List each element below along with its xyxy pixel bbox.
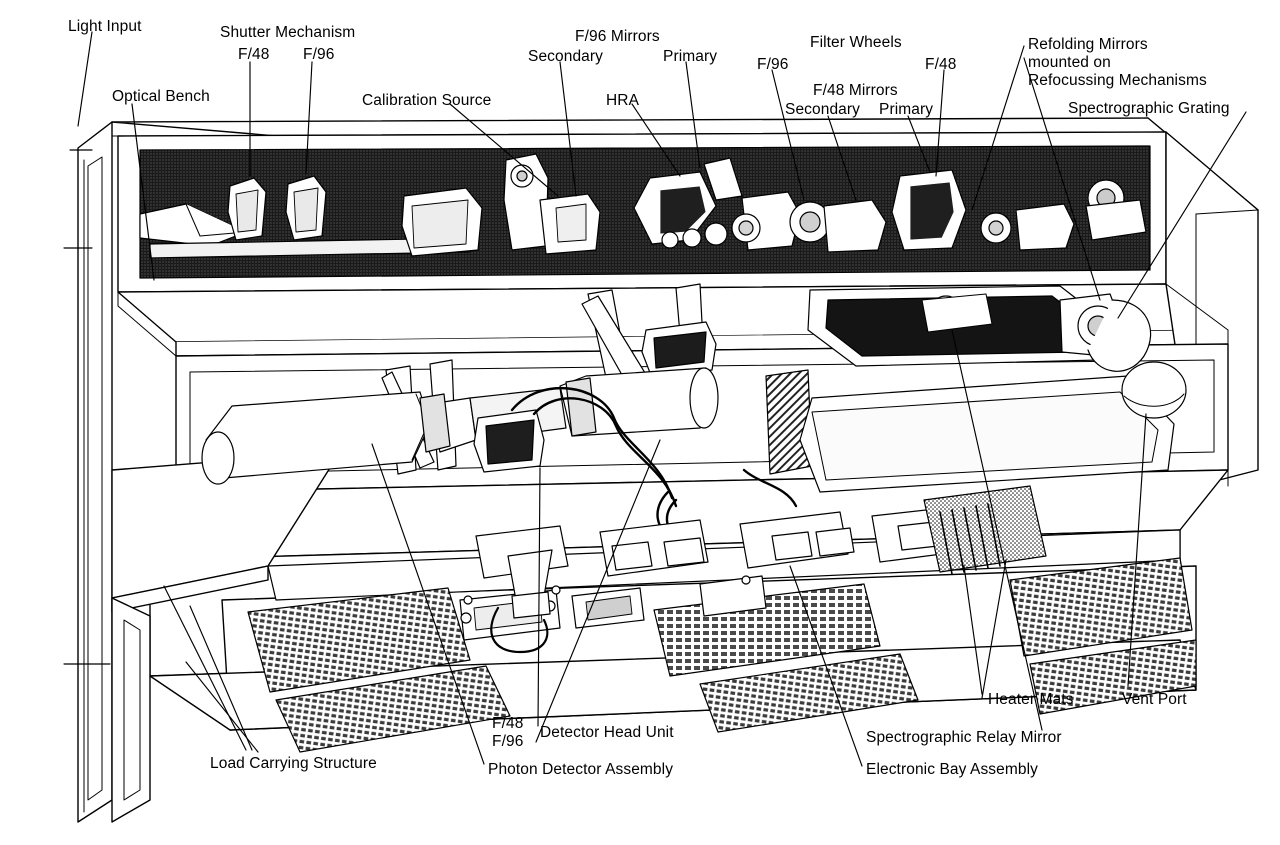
label-filter-f96: F/96: [757, 56, 789, 73]
label-heater-mats: Heater Mats: [988, 691, 1074, 708]
label-spectrographic-relay-mirror: Spectrographic Relay Mirror: [866, 729, 1062, 746]
label-f96-primary: Primary: [663, 48, 718, 65]
label-vent-port: Vent Port: [1122, 691, 1187, 708]
label-spectrographic-grating: Spectrographic Grating: [1068, 100, 1230, 117]
label-detector-f48: F/48: [492, 715, 524, 732]
label-shutter-f96: F/96: [303, 46, 335, 63]
label-shutter-f48: F/48: [238, 46, 270, 63]
label-f48-primary: Primary: [879, 101, 934, 118]
label-refolding-mirrors-line1: Refolding Mirrors: [1028, 36, 1148, 53]
label-f96-mirrors: F/96 Mirrors: [575, 28, 660, 45]
label-f96-secondary: Secondary: [528, 48, 604, 65]
label-detector-f96: F/96: [492, 733, 524, 750]
label-hra: HRA: [606, 92, 640, 109]
label-shutter-mechanism: Shutter Mechanism: [220, 24, 356, 41]
label-detector-head-unit: Detector Head Unit: [540, 724, 674, 741]
label-filter-f48: F/48: [925, 56, 957, 73]
label-refolding-mirrors-line2: mounted on: [1028, 54, 1111, 71]
label-f48-secondary: Secondary: [785, 101, 861, 118]
label-electronic-bay-assembly: Electronic Bay Assembly: [866, 761, 1039, 778]
label-photon-detector-assembly: Photon Detector Assembly: [488, 761, 674, 778]
label-calibration-source: Calibration Source: [362, 92, 492, 109]
label-f48-mirrors: F/48 Mirrors: [813, 82, 898, 99]
label-refolding-mirrors-line3: Refocussing Mechanisms: [1028, 72, 1207, 89]
label-optical-bench: Optical Bench: [112, 88, 210, 105]
label-filter-wheels: Filter Wheels: [810, 34, 902, 51]
label-light-input: Light Input: [68, 18, 142, 35]
label-load-carrying-structure: Load Carrying Structure: [210, 755, 377, 772]
